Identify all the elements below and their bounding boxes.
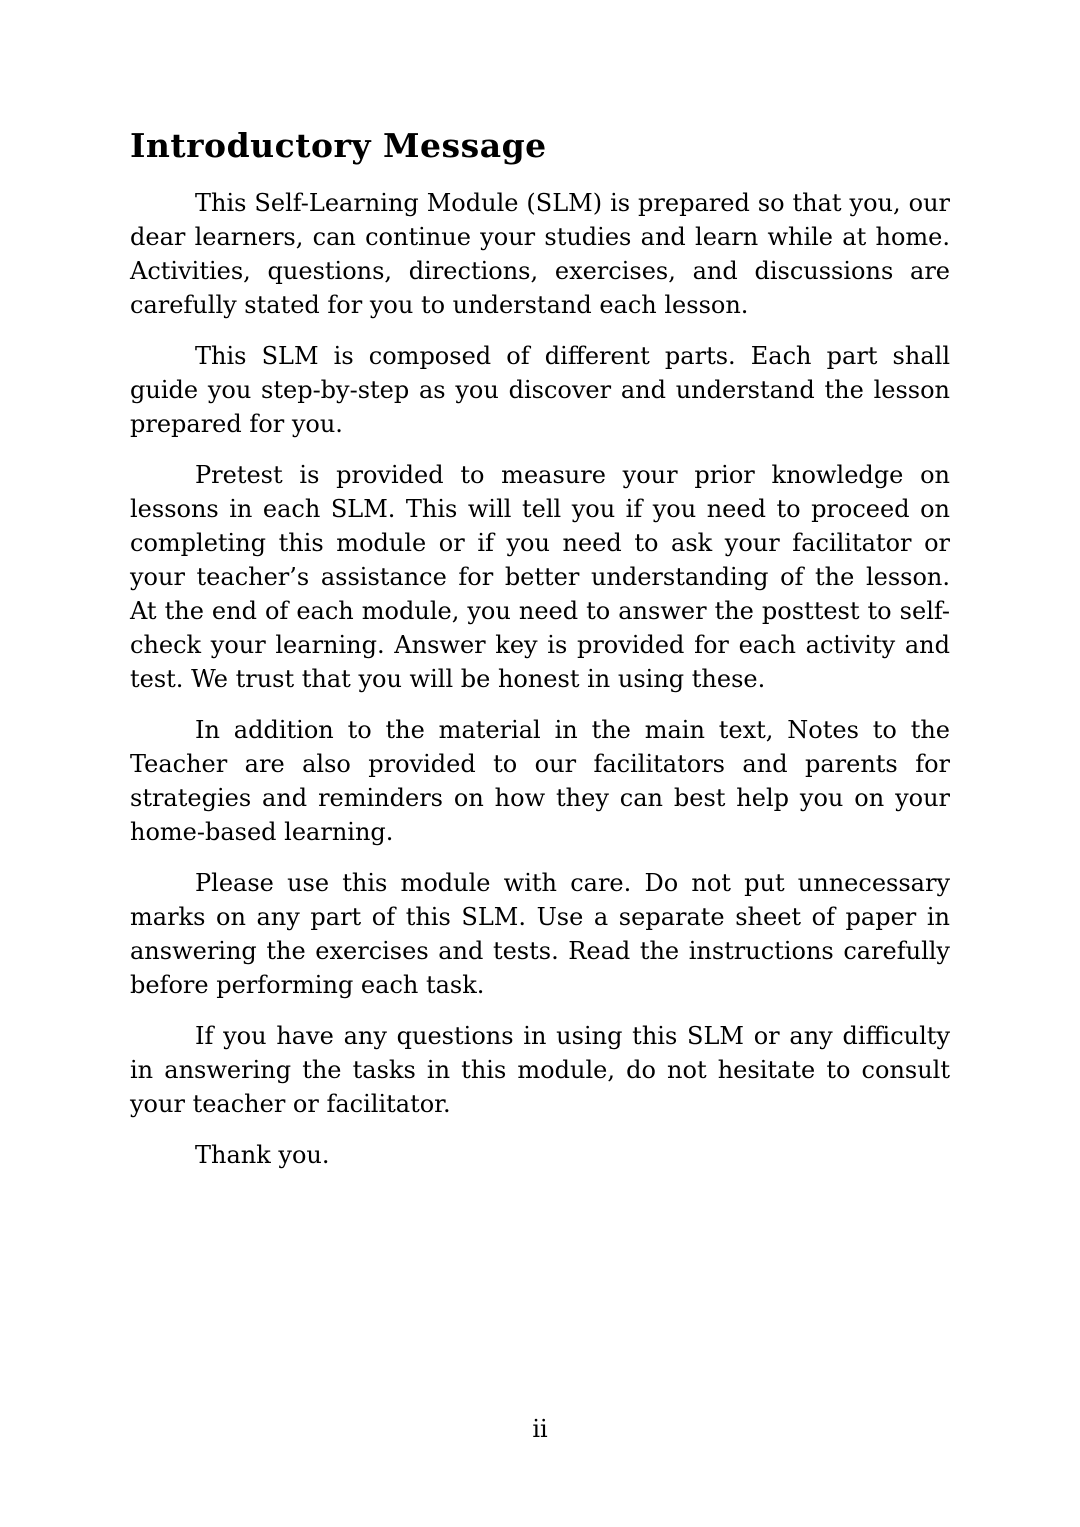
paragraph: [130, 866, 950, 1002]
text-line: If you have any questions in using this SLM or any difficulty: [195, 1022, 950, 1050]
paragraph: [130, 458, 950, 696]
text-line: At the end of each module, you need to answer the posttest to self-: [130, 597, 950, 625]
text-line: your teacher or facilitator.: [130, 1090, 451, 1118]
paragraph: [130, 1019, 950, 1121]
text-line: marks on any part of this SLM. Use a separate sheet of paper in: [130, 903, 950, 931]
text-line: in answering the tasks in this module, do not hesitate to consult: [130, 1056, 950, 1084]
text-line: Please use this module with care. Do not put unnecessary: [195, 869, 950, 897]
page-title: Introductory Message: [130, 126, 547, 165]
text-line: strategies and reminders on how they can best help you on your: [130, 784, 950, 812]
text-line: In addition to the material in the main text, Notes to the: [195, 716, 950, 744]
paragraph: [130, 339, 950, 441]
text-line: Pretest is provided to measure your prior knowledge on: [195, 461, 950, 489]
text-line: guide you step-by-step as you discover and understand the lesson: [130, 376, 950, 404]
text-line: home-based learning.: [130, 818, 394, 846]
text-line: answering the exercises and tests. Read the instructions carefully: [130, 937, 950, 965]
text-line: dear learners, can continue your studies and learn while at home.: [130, 223, 950, 251]
page-number: ii: [532, 1415, 548, 1443]
text-line: completing this module or if you need to ask your facilitator or: [130, 529, 950, 557]
text-line: prepared for you.: [130, 410, 343, 438]
text-line: This Self-Learning Module (SLM) is prepared so that you, our: [195, 189, 950, 217]
text-line: Thank you.: [195, 1141, 330, 1169]
paragraph: [130, 1138, 950, 1172]
text-line: check your learning. Answer key is provided for each activity and: [130, 631, 950, 659]
text-line: This SLM is composed of different parts. Each part shall: [195, 342, 950, 370]
text-line: carefully stated for you to understand each lesson.: [130, 291, 749, 319]
text-line: lessons in each SLM. This will tell you if you need to proceed on: [130, 495, 950, 523]
paragraph: [130, 186, 950, 322]
text-line: your teacher’s assistance for better understanding of the lesson.: [130, 563, 950, 591]
text-line: Activities, questions, directions, exercises, and discussions are: [130, 257, 950, 285]
paragraph: [130, 713, 950, 849]
body-text: [130, 186, 950, 1172]
text-line: Teacher are also provided to our facilitators and parents for: [130, 750, 950, 778]
text-line: test. We trust that you will be honest in using these.: [130, 665, 766, 693]
text-line: before performing each task.: [130, 971, 485, 999]
